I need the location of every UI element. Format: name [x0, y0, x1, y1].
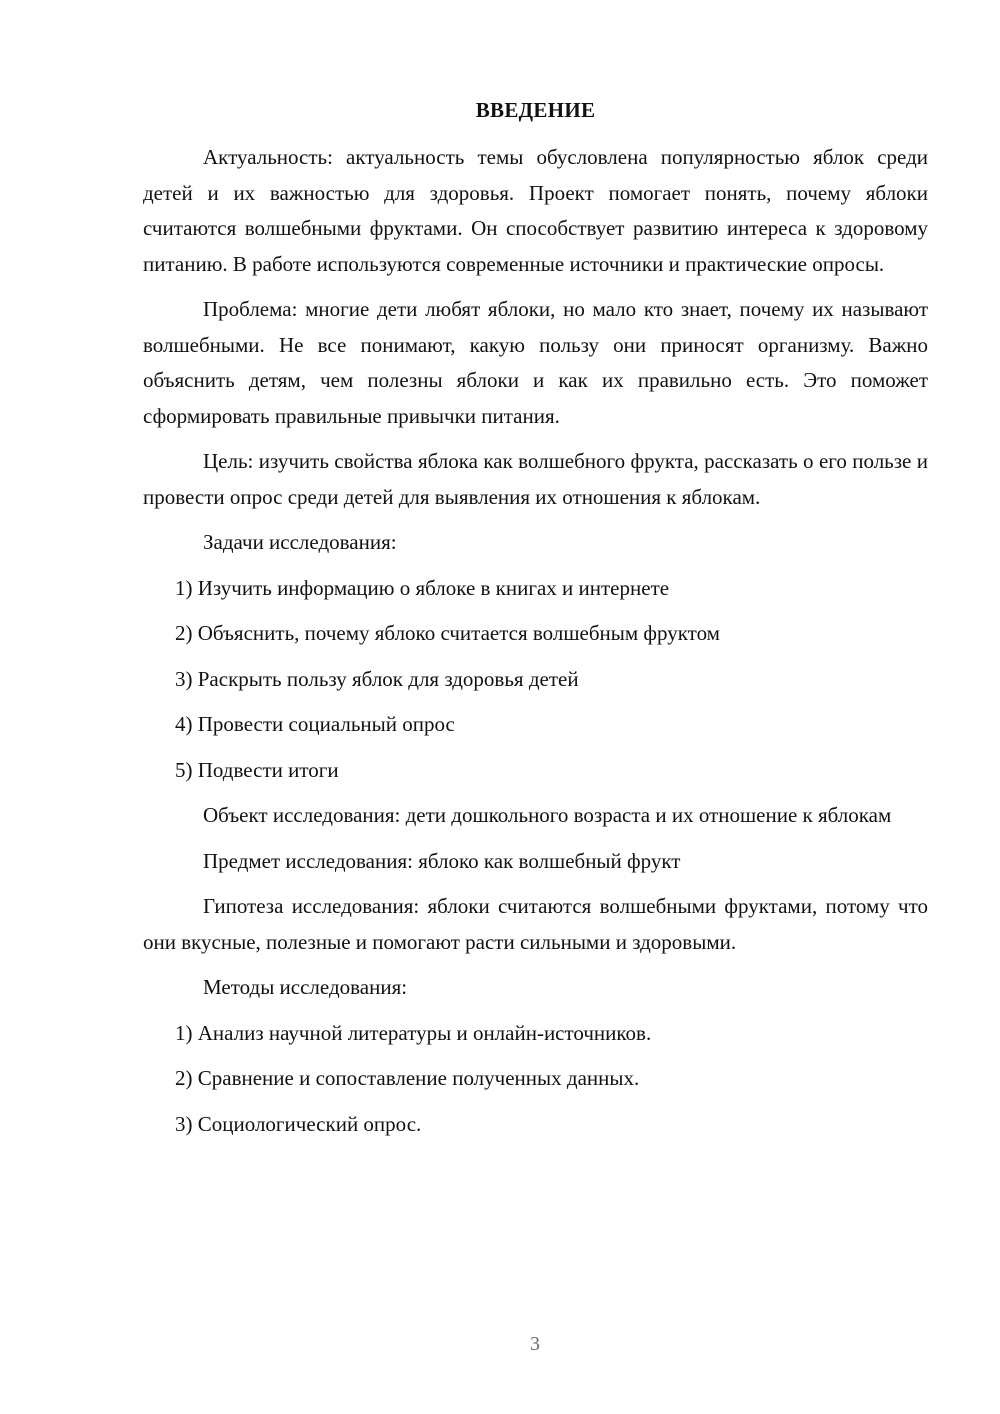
task-item: 1) Изучить информацию о яблоке в книгах и интернете — [175, 575, 670, 600]
task-item: 3) Раскрыть пользу яблок для здоровья детей — [175, 666, 579, 691]
goal-paragraph: Цель: изучить свойства яблока как волшебного фрукта, рассказать о его пользе и провести опрос среди детей для выявления их отношения к яблокам. — [143, 449, 928, 509]
tasks-label: Задачи исследования: — [203, 530, 397, 554]
task-item: 4) Провести социальный опрос — [175, 712, 455, 736]
problem-paragraph: Проблема: многие дети любят яблоки, но мало кто знает, почему их называют волшебными. Не все понимают, какую пользу они приносят организму. Важно объяснить детям, чем полезны яблоки и как их правильно есть. Это поможет сформировать правильные привычки питания. — [143, 297, 928, 428]
subject-paragraph: Предмет исследования: яблоко как волшебный фрукт — [203, 848, 681, 873]
method-item: 2) Сравнение и сопоставление полученных данных. — [175, 1066, 640, 1090]
section-heading: ВВЕДЕНИЕ — [475, 98, 596, 122]
task-item: 5) Подвести итоги — [175, 757, 339, 782]
methods-label: Методы исследования: — [203, 975, 408, 999]
methods-list — [143, 1016, 928, 1143]
tasks-list — [143, 571, 928, 789]
hypothesis-paragraph: Гипотеза исследования: яблоки считаются волшебными фруктами, потому что они вкусные, полезные и помогают расти сильными и здоровыми. — [143, 894, 928, 954]
document-page — [143, 92, 928, 1152]
relevance-paragraph: Актуальность: актуальность темы обусловлена популярностью яблок среди детей и их важностью для здоровья. Проект помогает понять, почему яблоки считаются волшебными фруктами. Он способствует развитию интереса к здоровому питанию. В работе используются современные источники и практические опросы. — [143, 145, 928, 276]
page-number: 3 — [530, 1333, 540, 1355]
task-item: 2) Объяснить, почему яблоко считается волшебным фруктом — [175, 621, 720, 645]
object-paragraph: Объект исследования: дети дошкольного возраста и их отношение к яблокам — [203, 803, 892, 827]
method-item: 1) Анализ научной литературы и онлайн-источников. — [175, 1020, 652, 1045]
method-item: 3) Социологический опрос. — [175, 1111, 422, 1136]
